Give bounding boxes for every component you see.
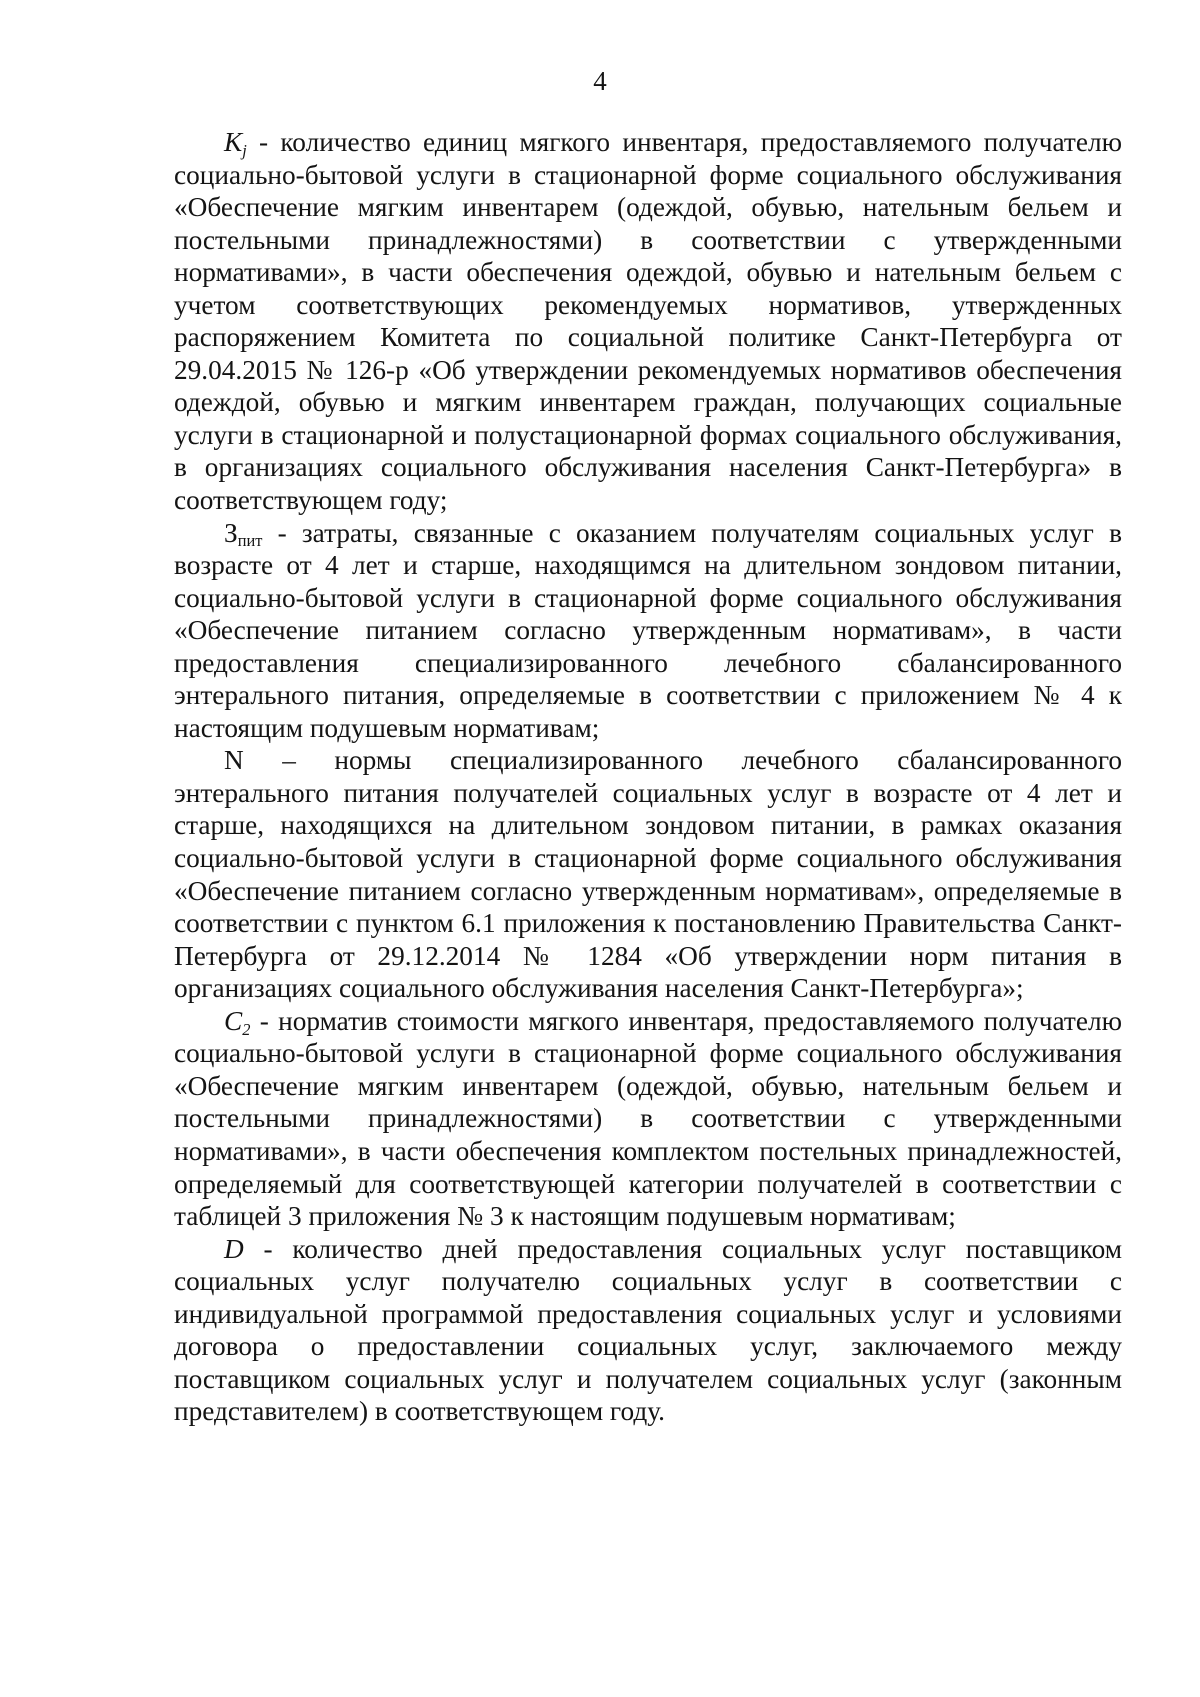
formula-symbol-kj (224, 127, 247, 160)
symbol-letter: C (224, 1005, 243, 1036)
definition-text: – нормы специализированного лечебного сбалансированного энтерального питания получателей социальных услуг в возрасте от 4 лет и старше, находящихся на длительном зондовом питании, в рамках оказания социально-бытовой услуги в стационарной форме социального обслуживания «Обеспечение питанием согласно утвержденным нормативам», определяемые в соответствии с пунктом 6.1 приложения к постановлению Правительства Санкт-Петербурга от 29.12.2014 № 1284 «Об утверждении норм питания в организациях социального обслуживания населения Санкт-Петербурга»; (174, 745, 1122, 1004)
page-number: 4 (593, 66, 607, 96)
formula-symbol-zpit (224, 517, 263, 551)
definition-text: - количество дней предоставления социальных услуг поставщиком социальных услуг получателю социальных услуг в соответствии с индивидуальной программой предоставления социальных услуг и условиями договора о предоставлении социальных услуг, заключаемого между поставщиком социальных услуг и получателем социальных услуг (законным представителем) в соответствующем году. (174, 1233, 1122, 1427)
definition-text: - затраты, связанные с оказанием получателям социальных услуг в возрасте от 4 лет и старше, находящимся на длительном зондовом питании, социально-бытовой услуги в стационарной форме социального обслуживания «Обеспечение питанием согласно утвержденным нормативам», в части предоставления специализированного лечебного сбалансированного энтерального питания, определяемые в соответствии с приложением № 4 к настоящим подушевым нормативам; (174, 517, 1122, 743)
symbol-letter: З (224, 517, 238, 548)
paragraph-n-definition (174, 744, 1122, 1004)
symbol-subscript: j (242, 140, 247, 160)
paragraph-c2-definition (174, 1005, 1122, 1233)
symbol-letter: D (224, 1233, 244, 1264)
symbol-subscript: 2 (242, 1019, 251, 1039)
formula-symbol-d (224, 1234, 244, 1264)
paragraph-kj-definition (174, 126, 1122, 517)
formula-symbol-n (224, 745, 244, 775)
document-body (174, 126, 1122, 1428)
symbol-subscript: пит (237, 531, 263, 551)
symbol-letter: K (224, 127, 243, 157)
formula-symbol-c2 (224, 1005, 251, 1039)
definition-text: - количество единиц мягкого инвентаря, предоставляемого получателю социально-бытовой услуги в стационарной форме социального обслуживания «Обеспечение мягким инвентарем (одеждой, обувью, нательным бельем и постельными принадлежностями) в соответствии с утвержденными нормативами», в части обеспечения одеждой, обувью и нательным бельем с учетом соответствующих рекомендуемых нормативов, утвержденных распоряжением Комитета по социальной политике Санкт-Петербурга от 29.04.2015 № 126-р «Об утверждении рекомендуемых нормативов обеспечения одеждой, обувью и мягким инвентарем граждан, получающих социальные услуги в стационарной и полустационарной формах социального обслуживания, в организациях социального обслуживания населения Санкт-Петербурга» в соответствующем году; (174, 127, 1122, 516)
paragraph-d-definition (174, 1233, 1122, 1428)
paragraph-zpit-definition (174, 517, 1122, 745)
definition-text: - норматив стоимости мягкого инвентаря, предоставляемого получателю социально-бытовой услуги в стационарной форме социального обслуживания «Обеспечение мягким инвентарем (одеждой, обувью, нательным бельем и постельными принадлежностями) в соответствии с утвержденными нормативами», в части обеспечения комплектом постельных принадлежностей, определяемый для соответствующей категории получателей в соответствии с таблицей 3 приложения № 3 к настоящим подушевым нормативам; (174, 1005, 1122, 1232)
symbol-letter: N (224, 745, 244, 776)
